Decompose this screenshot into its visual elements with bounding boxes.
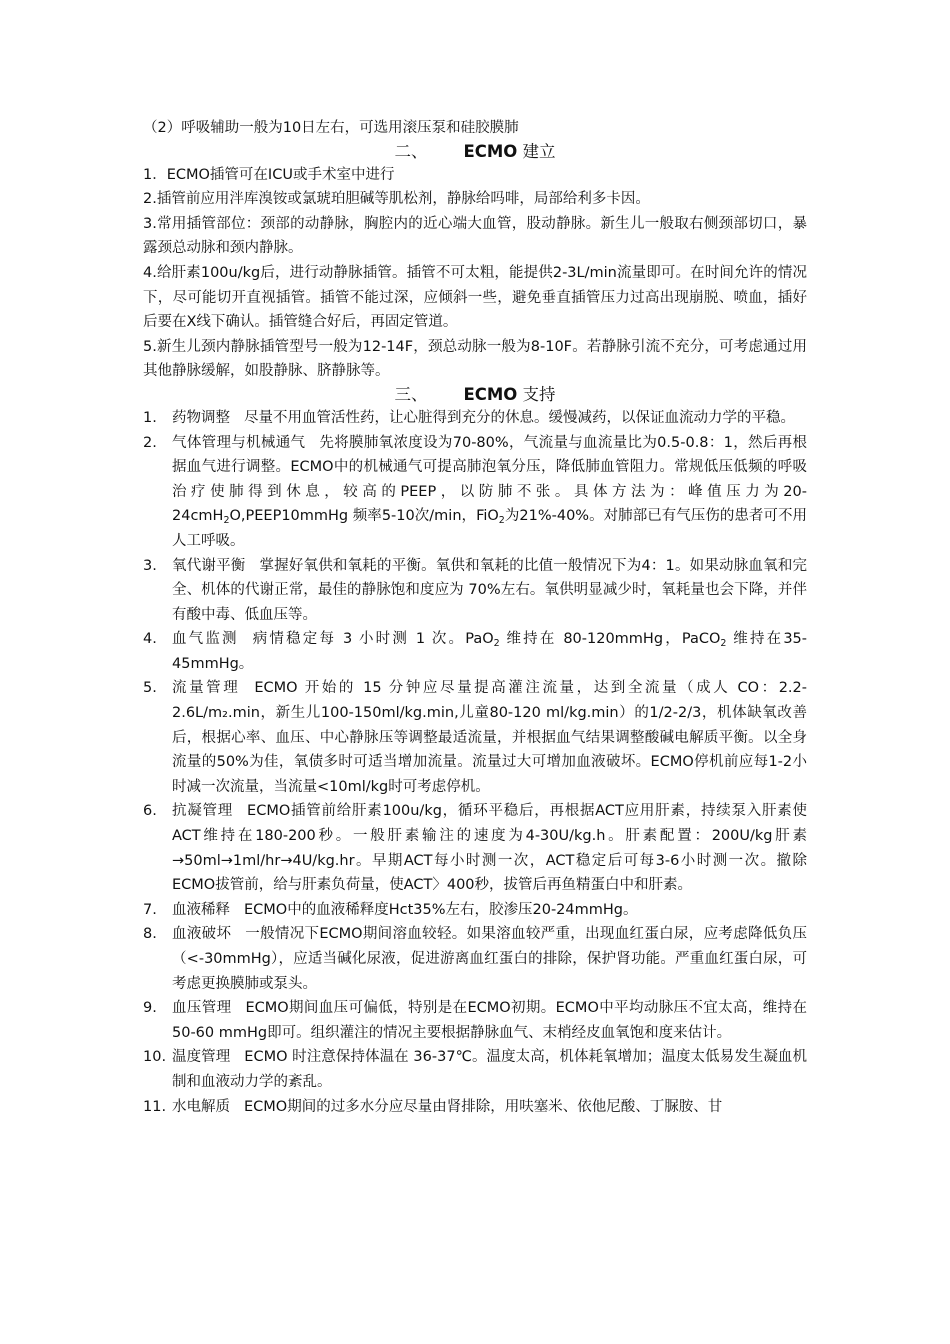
section-heading-ecmo-support [143,384,807,406]
item-number: 9. [143,1000,157,1017]
section-title: 建立 [517,141,556,161]
document-body [0,116,950,1119]
support-item-fluid-electrolyte [143,1095,807,1120]
item-text: 维持在 80-120mmHg，PaCO [506,631,721,648]
item-text: ECMO中的血液稀释度Hct35%左右，胶渗压20-24mmHg。 [244,901,638,918]
item-title: 温度管理 [172,1049,231,1066]
item-text: 维持在35-45mmHg。 [172,631,808,672]
item-title: 血压管理 [172,1000,232,1017]
section-heading-ecmo-setup [143,141,807,163]
item-title: 抗凝管理 [172,803,234,820]
item-number: 11. [143,1098,167,1115]
item-number: 4. [143,631,157,648]
item-title: 血液稀释 [172,901,230,918]
section-keyword: ECMO [463,141,518,161]
item-text: ECMO期间的过多水分应尽量由肾排除，用呋塞米、依他尼酸、丁脲胺、甘 [244,1098,723,1115]
setup-paragraph-4: 4.给肝素100u/kg后，进行动静脉插管。插管不可太粗，能提供2-3L/min流量即可。在时间允许的情况下，尽可能切开直视插管。插管不能过深，应倾斜一些，避免垂直插管压力过高出现崩脱、喷血，插好后要在X线下确认。插管缝合好后，再固定管道。 [143,264,807,331]
section-title: 支持 [517,384,556,404]
item-text: 掌握好氧供和氧耗的平衡。氧供和氧耗的比值一般情况下为4：1。如果动脉血氧和完全、机体的代谢正常，最佳的静脉饱和度应为 70%左右。氧供明显减少时，氧耗量也会下降，并伴有酸中毒、低血压等。 [172,557,808,623]
subscript: 2 [223,515,230,527]
item-title: 血气监测 [172,631,239,648]
section-keyword: ECMO [463,384,518,404]
item-text: ECMO 时注意保持体温在 36-37℃。温度太高，机体耗氧增加；温度太低易发生凝血机制和血液动力学的紊乱。 [172,1049,808,1090]
item-text: 为21%-40%。对肺部已有气压伤的患者可不用人工呼吸。 [172,508,807,549]
item-text: 一般情况下ECMO期间溶血较轻。如果溶血较严重，出现血红蛋白尿，应考虑降低负压（<-30mmHg），应适当碱化尿液，促进游离血红蛋白的排除，保护肾功能。严重血红蛋白尿，可考虑更换膜肺或泵头。 [172,926,807,992]
subscript: 2 [498,515,505,527]
item-title: 气体管理与机械通气 [172,434,306,451]
support-item-temperature [143,1045,808,1094]
item-number: 2. [143,434,157,451]
section-number: 三、 [394,384,428,404]
subscript: 2 [493,638,500,650]
item-title: 血液破坏 [172,926,232,943]
setup-paragraph-1: 1．ECMO插管可在ICU或手术室中进行 [143,166,395,183]
item-number: 5. [143,680,157,697]
support-item-anticoagulation [143,799,808,897]
support-item-hemodilution [143,898,807,923]
item-number: 10. [143,1049,167,1066]
item-text: 尽量不用血管活性药，让心脏得到充分的休息。缓慢减药，以保证血流动力学的平稳。 [244,409,795,426]
intro-paragraph: （2）呼吸辅助一般为10日左右，可选用滚压泵和硅胶膜肺 [143,120,519,136]
section-number: 二、 [394,141,428,161]
item-number: 6. [143,803,157,820]
item-text: O,PEEP10mmHg 频率5-10次/min，FiO [229,508,499,525]
item-title: 氧代谢平衡 [172,557,246,574]
item-text: ECMO插管前给肝素100u/kg，循环平稳后，再根据ACT应用肝素，持续泵入肝素使ACT维持在180-200秒。一般肝素输注的速度为4-30U/kg.h。肝素配置：200U/kg肝素→50ml→1ml/hr→4U/kg.hr。早期ACT每小时测一次，ACT稳定后可每3-6小时测一次。撤除ECMO拔管前，给与肝素负荷量，使ACT〉400秒，拔管后再鱼精蛋白中和肝素。 [172,803,808,894]
support-item-hemolysis [143,922,807,996]
support-item-blood-gas [143,627,808,676]
item-text: ECMO期间血压可偏低，特别是在ECMO初期。ECMO中平均动脉压不宜太高，维持在50-60 mmHg即可。组织灌注的情况主要根据静脉血气、末梢经皮血氧饱和度来估计。 [172,1000,808,1041]
item-text: 先将膜肺氧浓度设为70-80%，气流量与血流量比为0.5-0.8：1，然后再根据血气进行调整。ECMO中的机械通气可提高肺泡氧分压，降低肺血管阻力。常规低压低频的呼吸治疗使肺得到休息，较高的PEEP，以防肺不张。具体方法为：峰值压力为20-24cmH [172,434,807,525]
setup-paragraph-5: 5.新生儿颈内静脉插管型号一般为12-14F，颈总动脉一般为8-10F。若静脉引流不充分，可考虑通过用其他静脉缓解，如股静脉、脐静脉等。 [143,338,807,380]
setup-paragraph-2: 2.插管前应用泮库溴铵或氯琥珀胆碱等肌松剂，静脉给吗啡，局部给利多卡因。 [143,191,650,208]
support-item-flow-management [143,676,807,799]
support-item-blood-pressure [143,996,808,1045]
subscript: 2 [720,638,727,650]
item-title: 水电解质 [172,1098,230,1115]
item-title: 流量管理 [172,680,241,697]
item-number: 3. [143,557,157,574]
item-number: 8. [143,926,157,943]
item-number: 7. [143,901,157,918]
item-text: ECMO 开始的 15 分钟应尽量提高灌注流量，达到全流量（成人 CO：2.2-2.6L/m₂.min，新生儿100-150ml/kg.min,儿童80-120 ml/kg.min）的1/2-2/3，机体缺氧改善后，根据心率、血压、中心静脉压等调整最适流量，并根据血气结果调整酸碱电解质平衡。以全身流量的50%为佳，氧债多时可适当增加流量。流量过大可增加血液破坏。ECMO停机前应每1-2小时减一次流量，当流量<10ml/kg时可考虑停机。 [172,680,807,795]
support-item-oxygen-metabolism [143,554,808,628]
item-title: 药物调整 [172,409,230,426]
setup-paragraph-3: 3.常用插管部位：颈部的动静脉，胸腔内的近心端大血管，股动静脉。新生儿一般取右侧颈部切口，暴露颈总动脉和颈内静脉。 [143,215,807,257]
support-item-gas-ventilation [143,431,807,554]
item-text: 病情稳定每 3 小时测 1 次。PaO [252,631,494,648]
support-item-drug-adjustment [143,406,807,431]
item-number: 1. [143,409,157,426]
